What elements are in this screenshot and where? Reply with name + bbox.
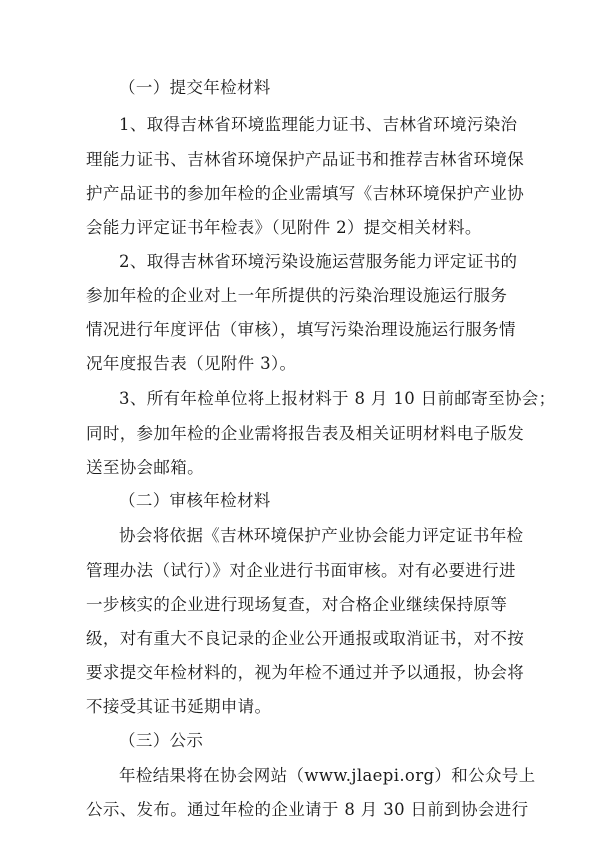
paragraph-line: 况年度报告表（见附件 3）。 xyxy=(86,354,297,373)
paragraph-line: 情况进行年度评估（审核），填写污染治理设施运行服务情 xyxy=(86,320,516,339)
section-2-heading: （二）审核年检材料 xyxy=(119,491,271,510)
paragraph-line: 同时，参加年检的企业需将报告表及相关证明材料电子版发 xyxy=(86,424,525,443)
paragraph-line: 2、取得吉林省环境污染设施运营服务能力评定证书的 xyxy=(119,252,518,271)
paragraph-line: 参加年检的企业对上一年所提供的污染治理设施运行服务 xyxy=(86,286,508,305)
paragraph-line: 会能力评定证书年检表》（见附件 2）提交相关材料。 xyxy=(86,218,482,237)
section-1-heading: （一）提交年检材料 xyxy=(119,78,271,97)
paragraph-line: 一步核实的企业进行现场复查，对合格企业继续保持原等 xyxy=(86,595,508,614)
section-3-heading: （三）公示 xyxy=(119,731,204,750)
paragraph-line: 管理办法（试行）》对企业进行书面审核。对有必要进行进 xyxy=(86,561,516,580)
paragraph-line: 不接受其证书延期申请。 xyxy=(86,697,272,716)
paragraph-line: 理能力证书、吉林省环境保护产品证书和推荐吉林省环境保 xyxy=(86,150,525,169)
paragraph-line: 要求提交年检材料的，视为年检不通过并予以通报，协会将 xyxy=(86,663,525,682)
paragraph-line: 公示、发布。通过年检的企业请于 8 月 30 日前到协会进行 xyxy=(86,800,529,819)
paragraph-line: 护产品证书的参加年检的企业需填写《吉林环境保护产业协 xyxy=(86,184,525,203)
paragraph-line: 送至协会邮箱。 xyxy=(86,458,204,477)
paragraph-line: 3、所有年检单位将上报材料于 8 月 10 日前邮寄至协会； xyxy=(119,389,556,408)
paragraph-line: 级，对有重大不良记录的企业公开通报或取消证书，对不按 xyxy=(86,629,525,648)
paragraph-line: 协会将依据《吉林环境保护产业协会能力评定证书年检 xyxy=(119,526,524,545)
paragraph-line: 1、取得吉林省环境监理能力证书、吉林省环境污染治 xyxy=(119,115,518,134)
paragraph-line: 年检结果将在协会网站（www.jlaepi.org）和公众号上 xyxy=(119,766,536,785)
